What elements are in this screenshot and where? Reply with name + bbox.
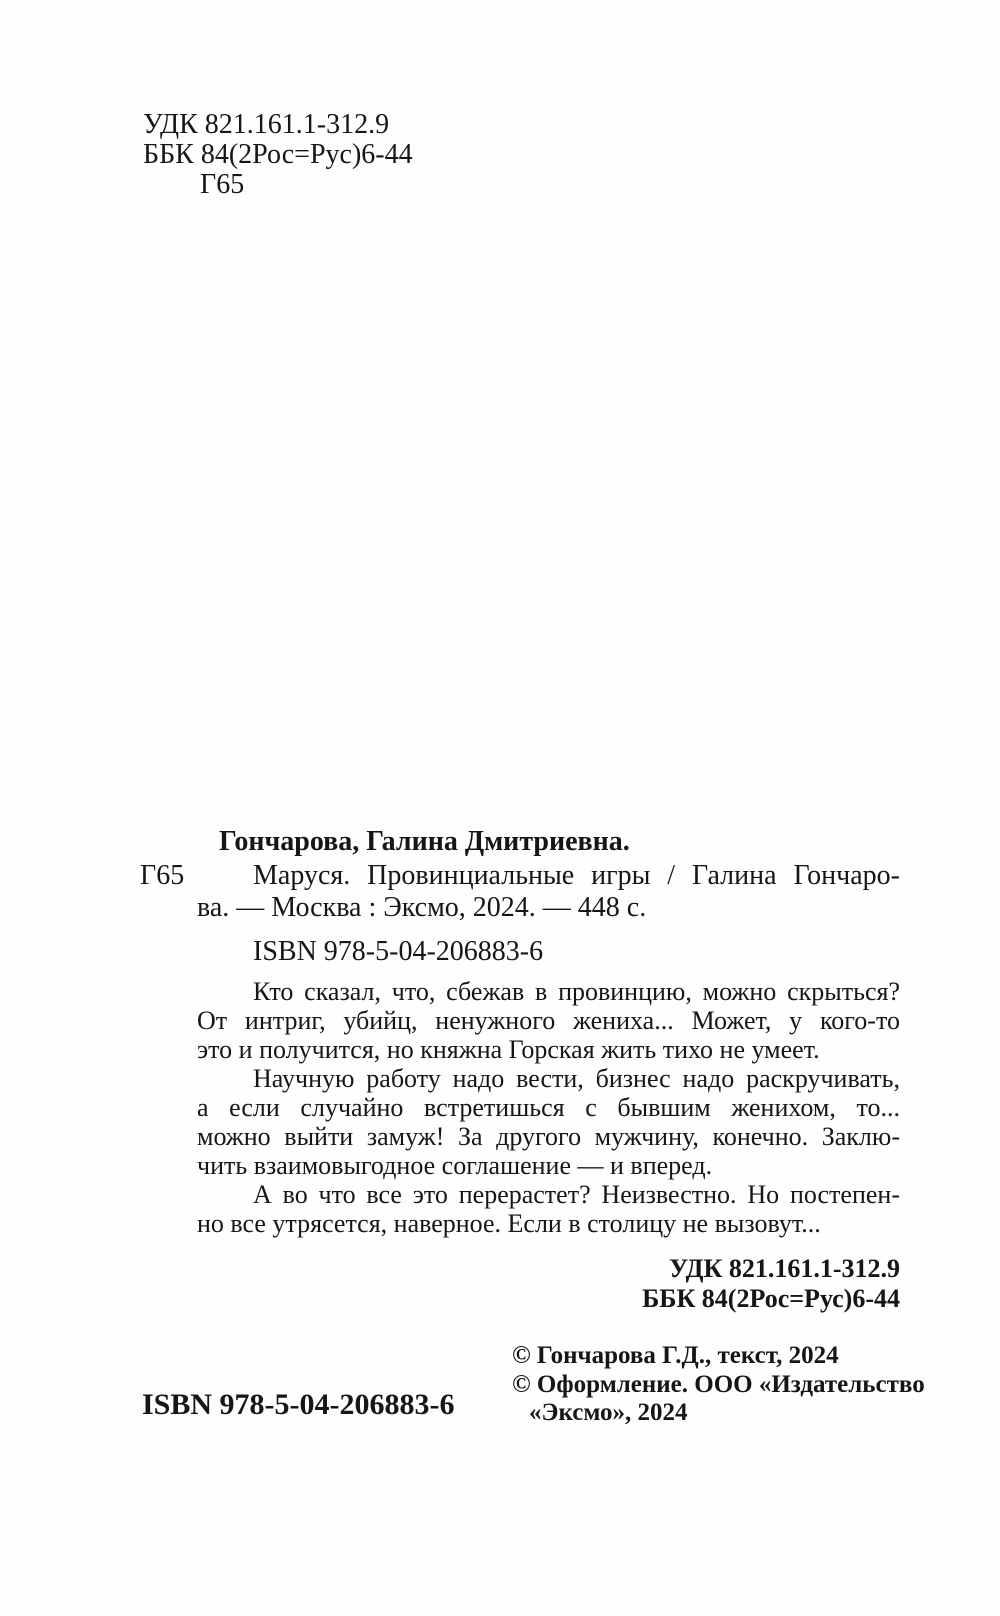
annotation-line: но все утрясется, наверное. Если в столицу не вызовут...: [197, 1209, 821, 1238]
annotation-line: это и получится, но княжна Горская жить тихо не умеет.: [197, 1035, 820, 1064]
isbn-bottom: ISBN 978-5-04-206883-6: [142, 1388, 455, 1421]
copyright-line: «Эксмо», 2024: [529, 1399, 688, 1426]
annotation: [197, 977, 900, 1238]
bib-line: ва. — Москва : Эксмо, 2024. — 448 с.: [197, 892, 647, 923]
catalog-card: [197, 826, 900, 1314]
annotation-line: а если случайно встретишься с бывшим женихом, то...: [197, 1093, 900, 1122]
udc-code: УДК 821.161.1-312.9: [669, 1254, 900, 1283]
annotation-line: Научную работу надо вести, бизнес надо раскручивать,: [253, 1064, 900, 1093]
bibliographic-entry: [197, 860, 900, 924]
copyright-line: © Гончарова Г.Д., текст, 2024: [512, 1342, 839, 1369]
udc-code-top: УДК 821.161.1-312.9: [143, 109, 390, 140]
bib-line: Маруся. Провинциальные игры / Галина Гончаро-: [253, 860, 900, 891]
isbn-card: ISBN 978-5-04-206883-6: [253, 936, 544, 967]
copyright-line: © Оформление. ООО «Издательство: [512, 1370, 925, 1398]
bbk-code-top: ББК 84(2Рос=Рус)6-44: [143, 139, 413, 170]
bbk-code: ББК 84(2Рос=Рус)6-44: [642, 1284, 900, 1313]
author-sign-top: Г65: [200, 169, 245, 200]
classification-right-block: [197, 1254, 900, 1314]
annotation-line: чить взаимовыгодное соглашение — и вперед.: [197, 1151, 713, 1180]
annotation-line: А во что все это перерастет? Неизвестно. Но постепен-: [253, 1180, 900, 1209]
annotation-line: Кто сказал, что, сбежав в провинцию, можно скрыться?: [253, 977, 900, 1006]
author-heading: Гончарова, Галина Дмитриевна.: [219, 826, 630, 857]
annotation-line: От интриг, убийц, ненужного жениха... Может, у кого-то: [197, 1006, 900, 1035]
top-classification-block: [143, 110, 413, 200]
copyright-block: [512, 1342, 925, 1428]
author-sign-card: Г65: [140, 860, 185, 891]
annotation-line: можно выйти замуж! За другого мужчину, конечно. Заклю-: [197, 1122, 900, 1151]
